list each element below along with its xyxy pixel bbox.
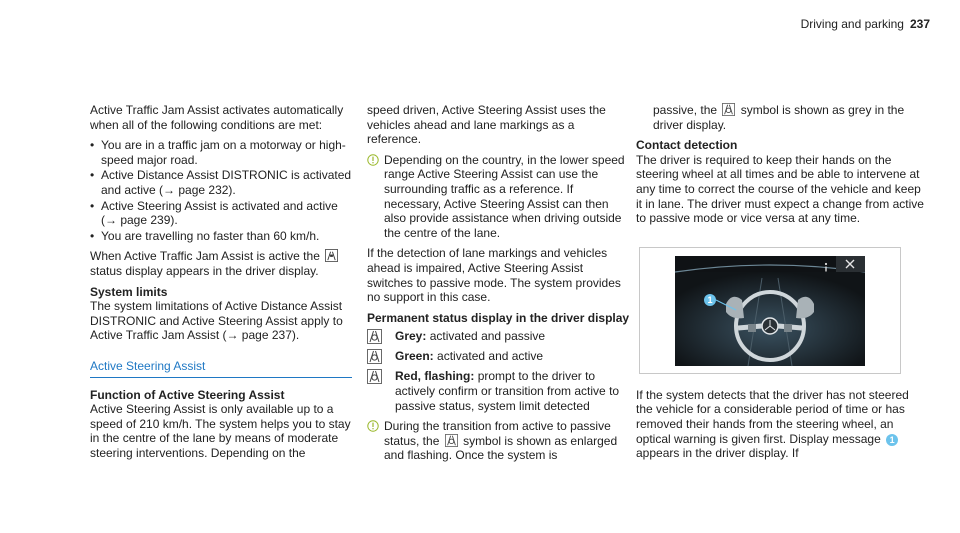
steering-assist-icon xyxy=(445,434,458,447)
warning-text: If the system detects that the driver has not steered the vehicle for a considerable period of time or has removed their hands from the steering wheel, an optical warning is given first. Display message 1 appears in the driver display. If xyxy=(636,387,909,461)
column-3 xyxy=(636,103,926,467)
status-row-green: Green: activated and active xyxy=(367,349,630,365)
steering-assist-icon xyxy=(722,103,735,116)
page-header xyxy=(801,17,930,32)
contact-detection-title: Contact detection xyxy=(636,138,738,153)
steering-assist-icon xyxy=(367,369,382,384)
section-title: Active Steering Assist xyxy=(90,359,352,378)
status-text: When Active Traffic Jam Assist is active the status display appears in the driver display. xyxy=(90,249,352,278)
status-row-grey: Grey: activated and passive xyxy=(367,329,630,345)
steering-assist-icon xyxy=(367,349,382,364)
note-block: During the transition from active to passive status, the symbol is shown as enlarged and flashing. Once the system is xyxy=(367,419,630,463)
system-limits-text: The system limitations of Active Distance Assist DISTRONIC and Active Steering Assist apply to Active Traffic Jam Assist (→ page 237). xyxy=(90,299,343,343)
system-limits-title: System limits xyxy=(90,284,168,299)
contact-detection-text: The driver is required to keep their hands on the steering wheel at all times and be able to intervene at any time to correct the course of the vehicle and keep it in lane. The driver must expect a change from active to passive mode or vice versa at any time. xyxy=(636,152,924,226)
section-name: Driving and parking xyxy=(800,17,904,31)
function-text: Active Steering Assist is only available up to a speed of 210 km/h. The system helps you to stay in the centre of the lane by means of moderate steering interventions. Depending on the xyxy=(90,402,351,460)
continued-text: speed driven, Active Steering Assist uses the vehicles ahead and lane markings as a reference. xyxy=(367,103,606,147)
driver-display-figure xyxy=(639,247,901,374)
column-1 xyxy=(90,103,352,466)
permanent-status-title: Permanent status display in the driver display xyxy=(367,310,630,325)
traffic-jam-assist-icon xyxy=(325,249,338,262)
function-title: Function of Active Steering Assist xyxy=(90,387,285,402)
conditions-list xyxy=(90,138,352,243)
info-note-icon xyxy=(367,420,379,432)
info-note-icon xyxy=(367,154,379,166)
list-item: • You are travelling no faster than 60 km/h. xyxy=(90,229,352,244)
impaired-text: If the detection of lane markings and vehicles ahead is impaired, Active Steering Assist switches to passive mode. The system provides no support in this case. xyxy=(367,246,621,305)
status-row-red: Red, flashing: prompt to the driver to actively confirm or transition from active to passive status, system limit detected xyxy=(367,369,630,413)
callout-badge: 1 xyxy=(702,292,718,307)
list-item: • Active Steering Assist is activated and active (→ page 239). xyxy=(90,199,352,228)
driver-display-illustration xyxy=(640,248,900,373)
list-item: • Active Distance Assist DISTRONIC is activated and active (→ page 232). xyxy=(90,168,352,197)
list-item: • You are in a traffic jam on a motorway or high-speed major road. xyxy=(90,138,352,167)
note-block: Depending on the country, in the lower speed range Active Steering Assist can use the surrounding traffic as a reference. If necessary, Active Steering Assist can then also provide assistance when driving outside the centre of the lane. xyxy=(367,153,630,241)
intro-text: Active Traffic Jam Assist activates automatically when all of the following conditions are met: xyxy=(90,103,344,132)
callout-badge: 1 xyxy=(886,434,898,446)
column-2 xyxy=(367,103,630,469)
steering-assist-icon xyxy=(367,329,382,344)
page-number: 237 xyxy=(909,17,930,31)
continued-text: passive, the symbol is shown as grey in the driver display. xyxy=(653,103,905,132)
